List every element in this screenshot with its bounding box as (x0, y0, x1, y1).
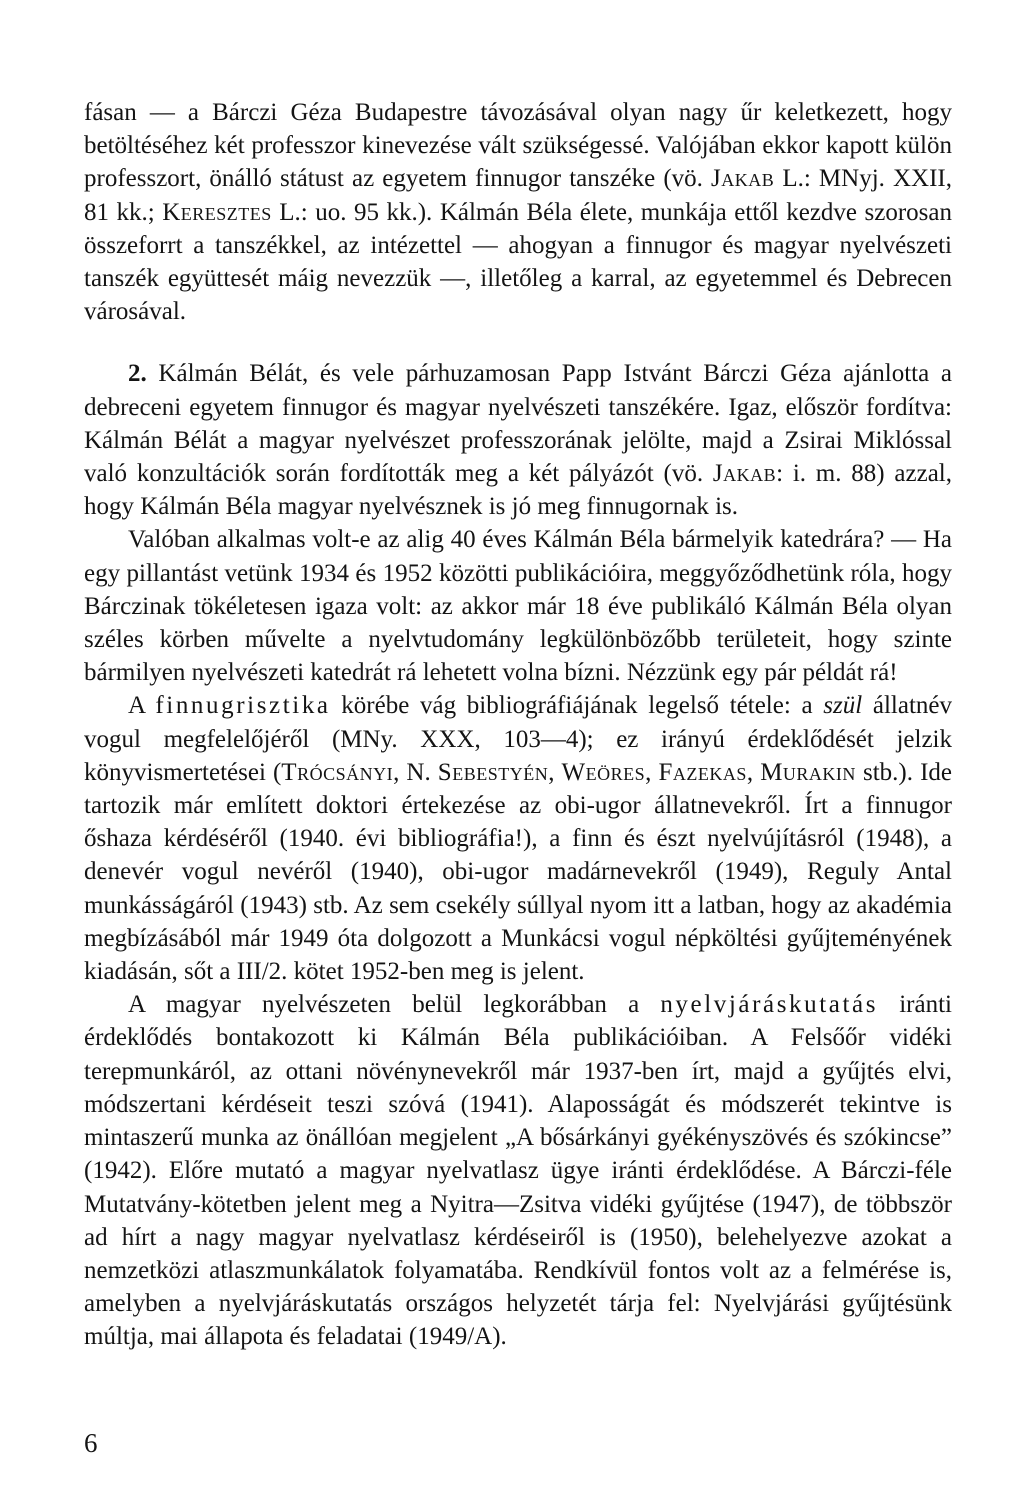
text-run: Kálmán Bélát, és vele párhuzamosan Papp Istvánt Bárczi Géza ajánlotta a debreceni egyetem finnugor és magyar nyelvészeti tanszékére. Igaz, először fordítva: Kálmán Bélát a magyar nyelvészet professzorának jelölte, majd a Zsirai Miklóssal való konzultációk során fordították meg a két pályázót (vö. (84, 360, 952, 488)
paragraph (84, 689, 952, 988)
text-run: , (548, 758, 562, 786)
author-name: Fazekas (658, 758, 747, 786)
text-run: L.: MNyj. XXII, 81 kk.; (84, 165, 952, 226)
text-run: , (746, 758, 761, 786)
spaced-term: nyelvjáráskutatás (660, 991, 879, 1019)
page-number: 6 (84, 1428, 98, 1458)
text-run: , N. (393, 758, 438, 786)
text-run: , (645, 758, 659, 786)
author-name: Trócsányi (281, 758, 394, 786)
author-name: Sebestyén (437, 758, 549, 786)
paragraph (84, 357, 952, 523)
author-name: Keresztes (162, 198, 272, 226)
author-name: Jakab (712, 460, 777, 488)
text-run: körébe vág bibliográfiájának legelső tétele: a (330, 692, 824, 720)
paragraph (84, 523, 952, 689)
text-run: iránti érdeklődés bontakozott ki Kálmán Béla publikációiban. A Felsőőr vidéki terepmunkáról, az ottani növénynevekről már 1937-ben írt, majd a gyűjtés elvi, módszertani kérdéseit teszi szóvá (1941). Alaposságát és módszerét tekintve is mintaszerű munka az önállóan megjelent „A bősárkányi gyékényszövés és szókincse” (1942). Előre mutató a magyar nyelvatlasz ügye iránti érdeklődése. A Bárczi-féle Mutatvány-kötetben jelent meg a Nyitra—Zsitva vidéki gyűjtése (1947), de többször ad hírt a nagy magyar nyelvatlasz kérdéseiről is (1950), belehelyezve azokat a nemzetközi atlaszmunkálatok folyamatába. Rendkívül fontos volt az a felmérése is, amelyben a nyelvjáráskutatás országos helyzetét tárja fel: Nyelvjárási gyűjtésünk múltja, mai állapota és feladatai (1949/A). (84, 991, 952, 1351)
section-number: 2. (128, 360, 147, 388)
text-run: fásan — a Bárczi Géza Budapestre távozásával olyan nagy űr keletkezett, hogy betöltéséhez két professzor kinevezése vált szükségessé. Valójában ekkor kapott külön professzort, önálló státust az egyetem finnugor tanszéke (vö. (84, 99, 952, 193)
author-name: Jakab (711, 165, 775, 193)
author-name: Murakin (760, 758, 856, 786)
italic-term: szül (823, 692, 863, 720)
text-run: L.: uo. 95 kk.). Kálmán Béla élete, munkája ettől kezdve szorosan összeforrt a tanszékkel, az intézettel — ahogyan a finnugor és magyar nyelvészeti tanszék együttesét máig nevezzük —, illetőleg a karral, az egyetemmel és Debrecen városával. (84, 198, 952, 326)
text-run: A (128, 692, 156, 720)
author-name: Weöres (561, 758, 646, 786)
spaced-term: finnugrisztika (155, 692, 331, 720)
text-run: A magyar nyelvészeten belül legkorábban a (128, 991, 661, 1019)
text-run: : i. m. 88) azzal, hogy Kálmán Béla magyar nyelvésznek is jó meg finnugornak is. (84, 460, 952, 521)
paragraph (84, 96, 952, 328)
text-run: állatnév vogul megfelelőjéről (MNy. XXX, 103—4); ez irányú érdeklődését jelzik könyvismertetései ( (84, 692, 952, 786)
text-run: stb.). Ide tartozik már említett doktori értekezése az obi-ugor állatnevekről. Írt a finnugor őshaza kérdéséről (1940. évi bibliográfia!), a finn és észt nyelvújításról (1948), a denevér vogul nevéről (1940), obi-ugor madárnevekről (1949), Reguly Antal munkásságáról (1943) stb. Az sem csekély súllyal nyom itt a latban, hogy az akadémia megbízásából már 1949 óta dolgozott a Munkácsi vogul népköltési gyűjteményének kiadásán, sőt a III/2. kötet 1952-ben meg is jelent. (84, 758, 953, 986)
paragraph (84, 988, 952, 1353)
page-body (84, 96, 952, 1354)
text-run: Valóban alkalmas volt-e az alig 40 éves Kálmán Béla bármelyik katedrára? — Ha egy pillantást vetünk 1934 és 1952 közötti publikációira, meggyőződhetünk róla, hogy Bárczinak tökéletesen igaza volt: az akkor már 18 éve publikáló Kálmán Béla olyan széles körben művelte a nyelvtudomány legkülönbözőbb területeit, hogy szinte bármilyen nyelvészeti katedrát rá lehetett volna bízni. Nézzünk egy pár példát rá! (84, 526, 952, 687)
